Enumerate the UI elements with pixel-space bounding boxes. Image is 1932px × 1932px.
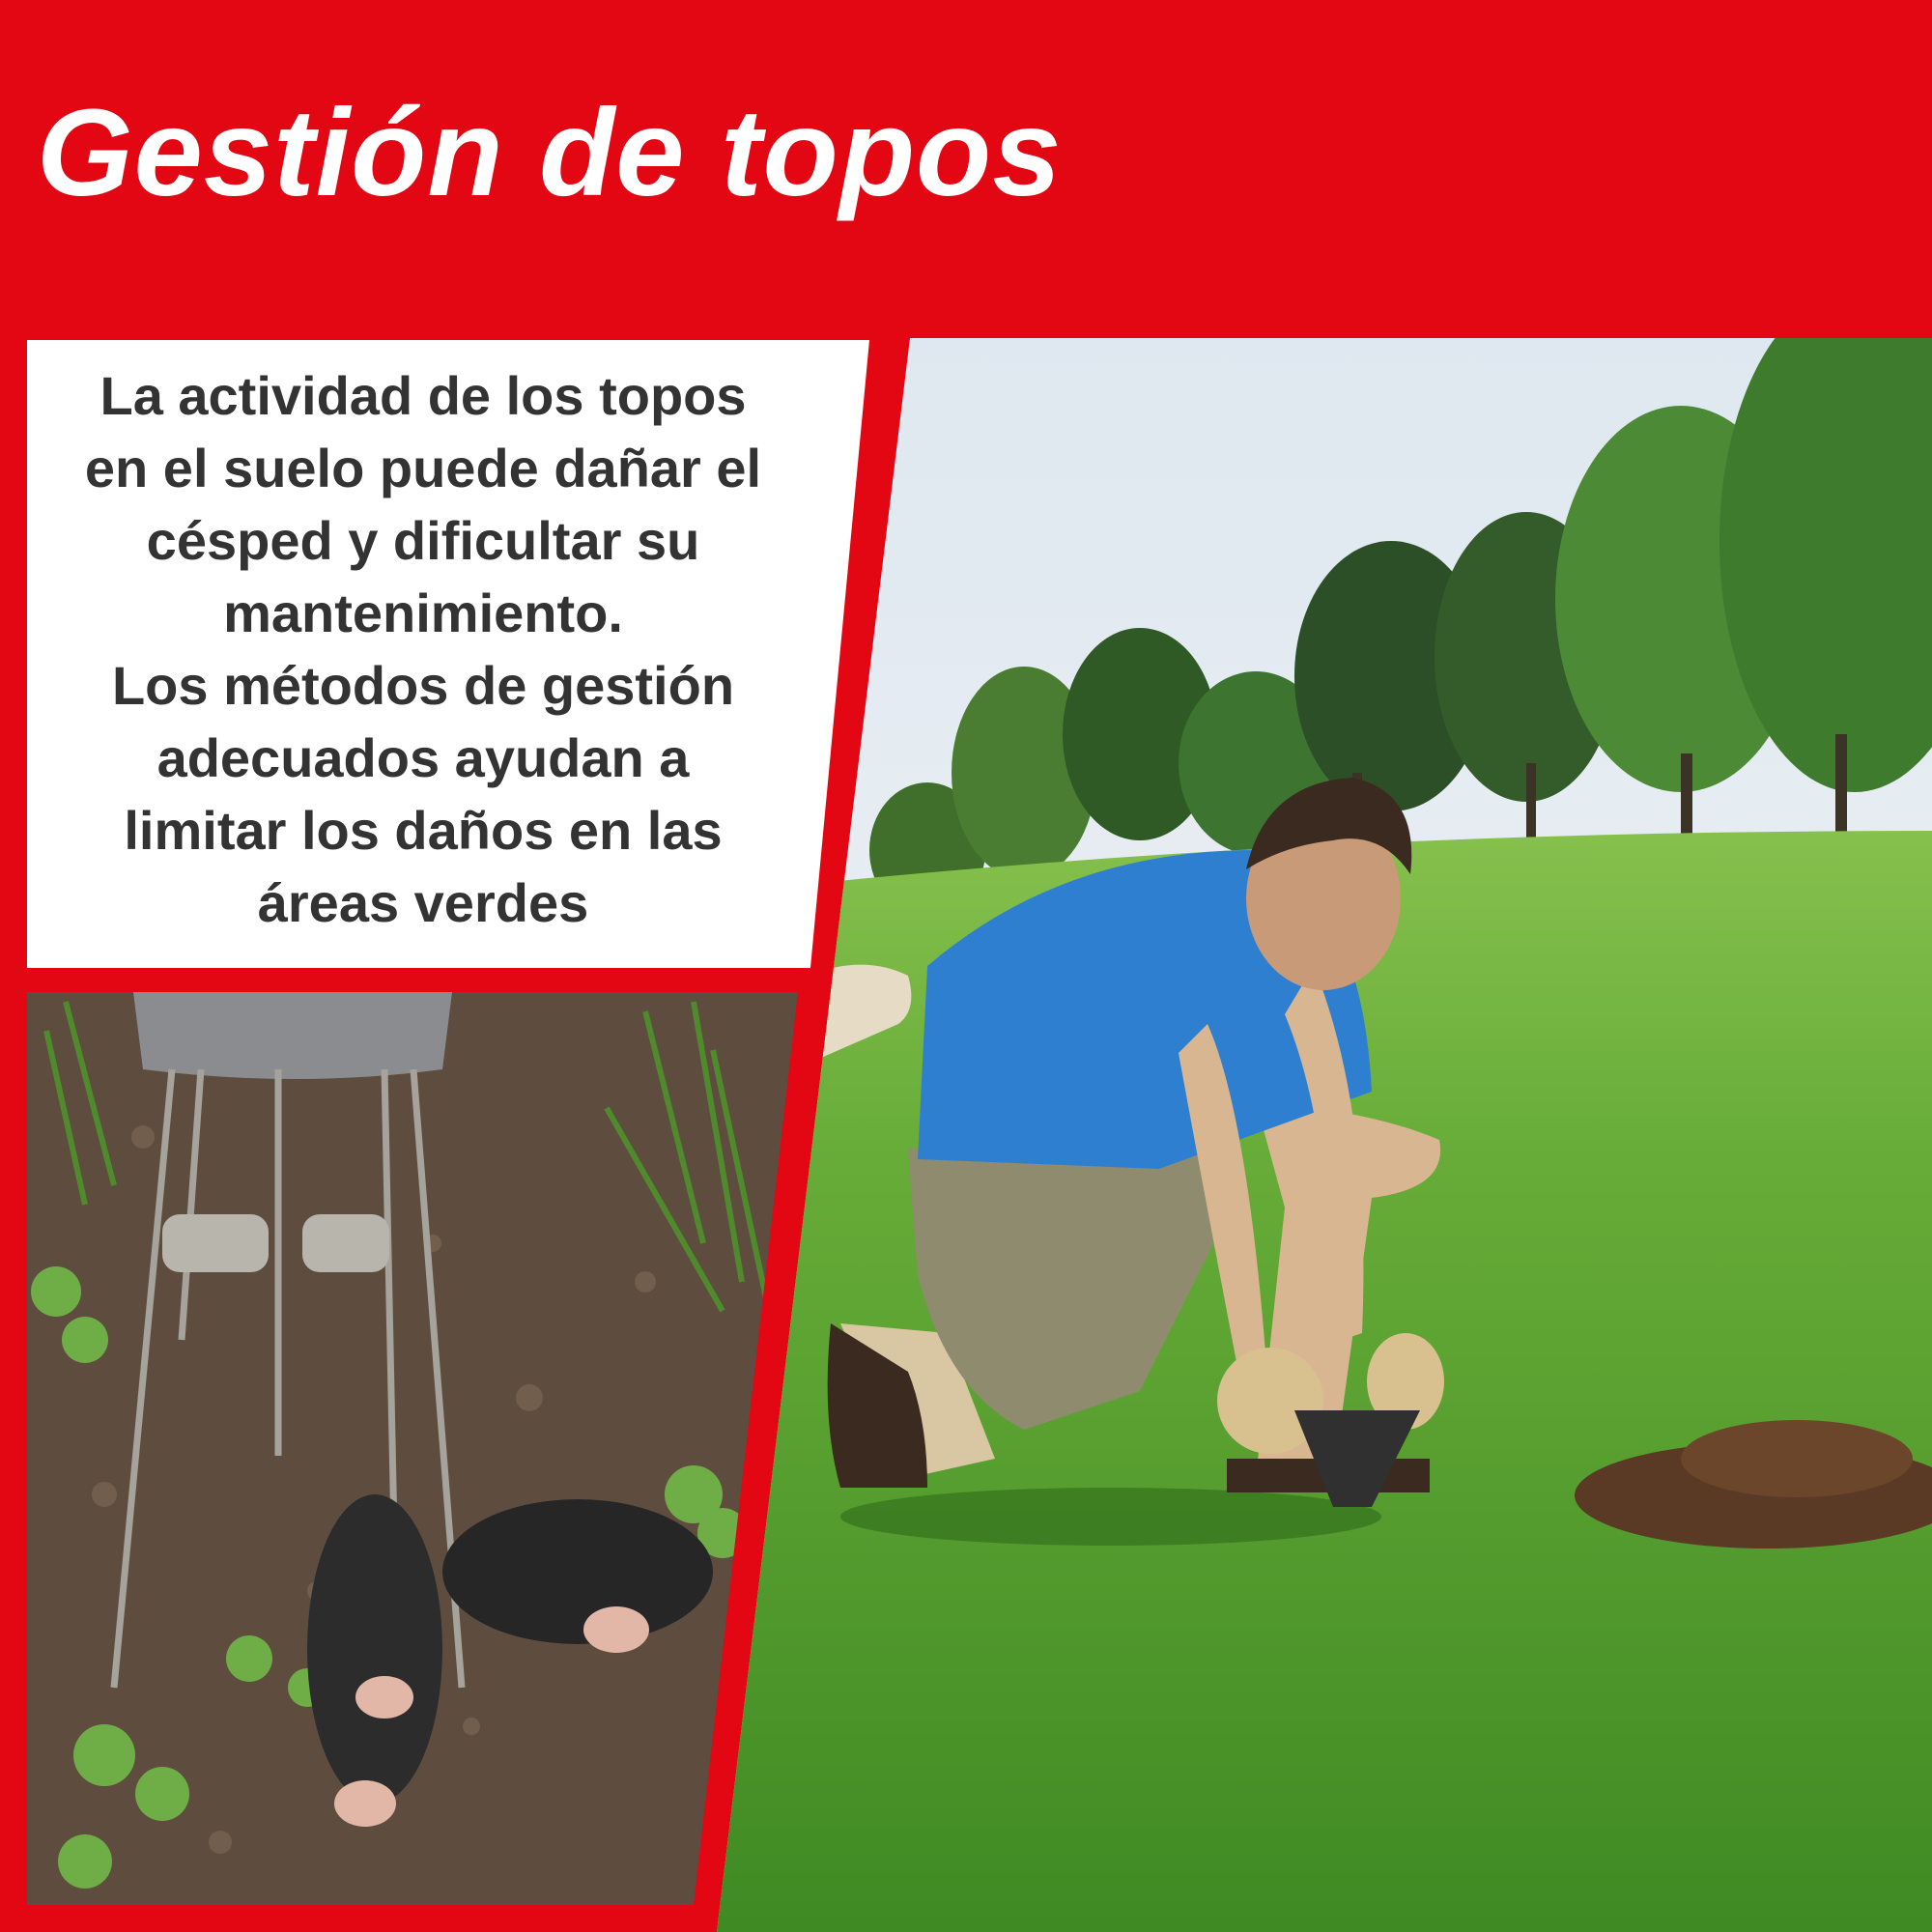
description-line: limitar los daños en las xyxy=(124,800,723,861)
description-line: adecuados ayudan a xyxy=(156,727,690,788)
description-line: mantenimiento. xyxy=(223,582,623,643)
description-text xyxy=(27,359,819,939)
mole-trap-photo xyxy=(27,992,798,1905)
description-line: áreas verdes xyxy=(257,872,589,933)
description-line: en el suelo puede dañar el xyxy=(84,438,762,498)
description-line: La actividad de los topos xyxy=(99,365,747,426)
page-title: Gestión de topos xyxy=(37,84,1063,222)
description-line: césped y dificultar su xyxy=(146,510,700,571)
description-line: Los métodos de gestión xyxy=(111,655,735,716)
